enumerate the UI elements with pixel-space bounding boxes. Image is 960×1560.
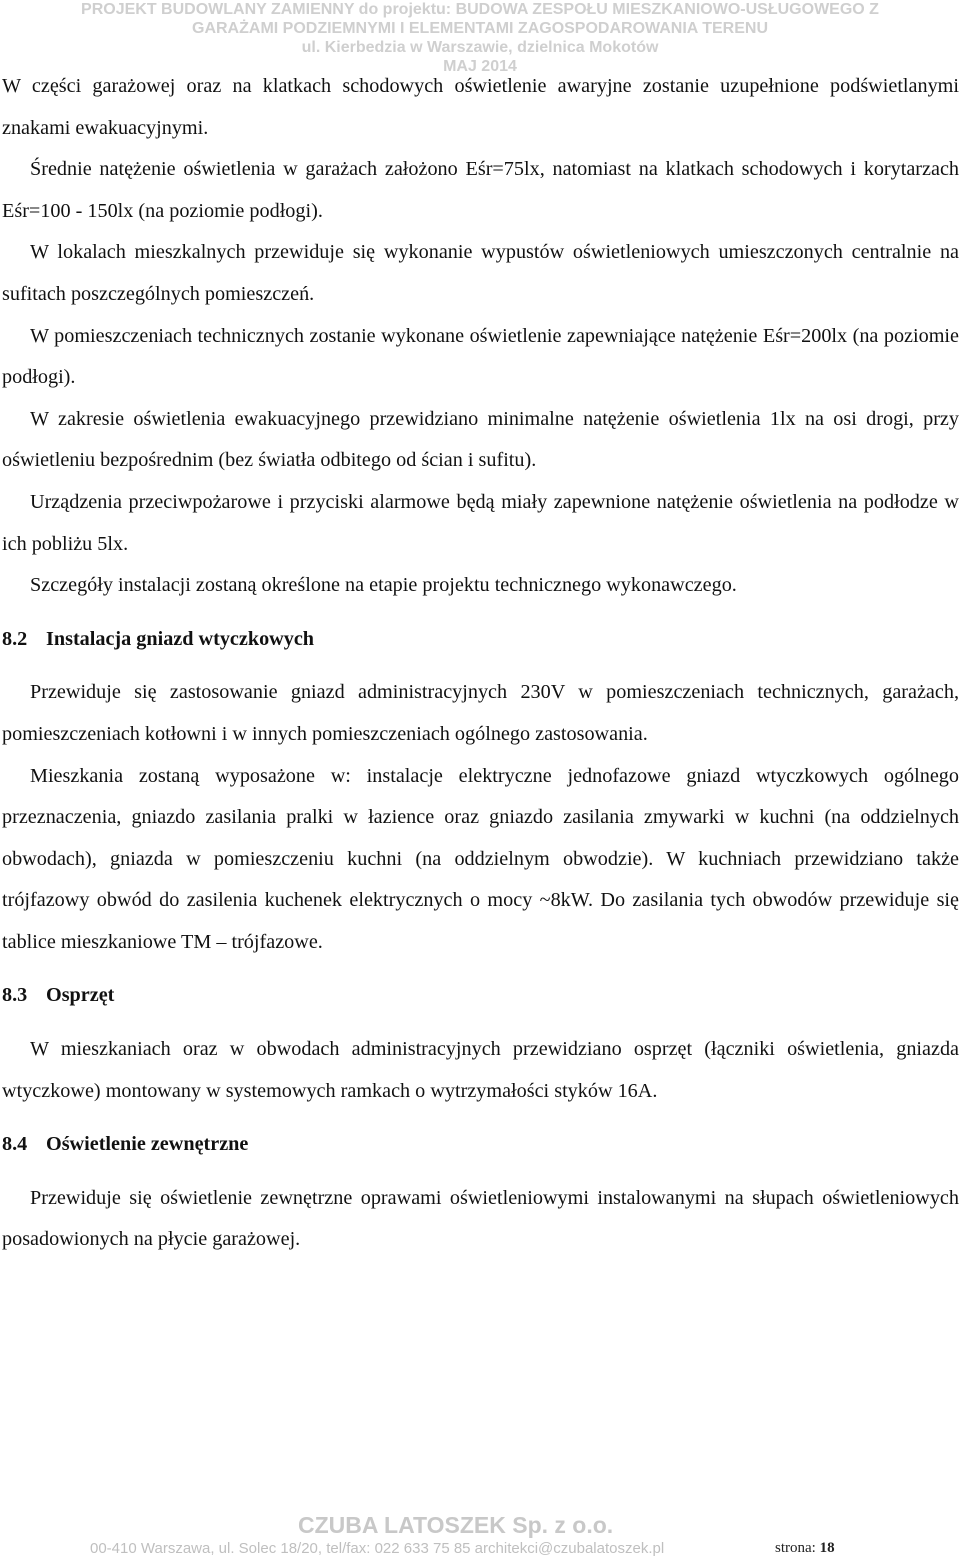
- section-heading-8-3: [0, 975, 960, 1017]
- paragraph-text: W lokalach mieszkalnych przewiduje się wykonanie wypustów oświetleniowych umieszczonych centralnie na sufitach poszczególnych pomieszczeń.: [2, 241, 959, 305]
- document-body: [0, 66, 960, 1261]
- paragraph-outdoor-lighting: [0, 1178, 960, 1261]
- header-project-subtitle: GARAŻAMI PODZIEMNYMI I ELEMENTAMI ZAGOSPODAROWANIA TERENU: [192, 20, 768, 37]
- paragraph-text: Szczegóły instalacji zostaną określone na etapie projektu technicznego wykonawczego.: [30, 574, 737, 597]
- paragraph-admin-sockets: [0, 672, 960, 755]
- paragraph-text: Urządzenia przeciwpożarowe i przyciski alarmowe będą miały zapewnione natężenie oświetlenia na podłodze w ich pobliżu 5lx.: [2, 490, 959, 555]
- spacer: [0, 607, 960, 619]
- header-location: ul. Kierbedzia w Warszawie, dzielnica Mokotów: [301, 39, 659, 56]
- spacer: [0, 1166, 960, 1178]
- paragraph-text: Mieszkania zostaną wyposażone w: instalacje elektryczne jednofazowe gniazd wtyczkowych ogólnego przeznaczenia, gniazdo zasilania pralki w łazience oraz gniazdo zasilania zmywarki w kuchni (na oddzielnych obwodach), gniazda w pomieszczeniu kuchni (na oddzielnym obwodzie). W kuchniach przewidziano także trójfazowy obwód do zasilenia kuchenek elektrycznych o mocy ~8kW. Do zasilania tych obwodów przewiduje się tablice mieszkaniowe TM – trójfazowe.: [2, 764, 959, 953]
- paragraph-text: W mieszkaniach oraz w obwodach administracyjnych przewidziano osprzęt (łączniki oświetlenia, gniazda wtyczkowe) montowany w systemowych ramkach o wytrzymałości styków 16A.: [2, 1038, 959, 1102]
- paragraph-text: Przewiduje się oświetlenie zewnętrzne oprawami oświetleniowymi instalowanymi na słupach oświetleniowych posadowionych na płycie garażowej.: [2, 1186, 959, 1251]
- paragraph-evacuation-lighting: [0, 399, 960, 482]
- footer-address: 00-410 Warszawa, ul. Solec 18/20, tel/fax: 022 633 75 85 architekci@czubalatoszek.pl: [90, 1540, 665, 1557]
- section-title: Instalacja gniazd wtyczkowych: [46, 627, 315, 650]
- header-date: MAJ 2014: [443, 58, 517, 75]
- spacer: [0, 1017, 960, 1029]
- paragraph-apartment-installation: [0, 756, 960, 964]
- paragraph-details: [0, 565, 960, 607]
- page-number-value: 18: [819, 1540, 835, 1556]
- paragraph-technical-rooms: [0, 316, 960, 399]
- section-title: Oświetlenie zewnętrzne: [46, 1133, 249, 1156]
- paragraph-residential-lighting: [0, 232, 960, 315]
- page-number: [775, 1540, 835, 1557]
- paragraph-text: W zakresie oświetlenia ewakuacyjnego przewidziano minimalne natężenie oświetlenia 1lx na osi drogi, przy oświetleniu bezpośrednim (bez światła odbitego od ścian i sufitu).: [2, 407, 959, 472]
- page-label: strona:: [775, 1540, 816, 1556]
- paragraph-fire-devices: [0, 482, 960, 565]
- footer-company-name: CZUBA LATOSZEK Sp. z o.o.: [298, 1512, 614, 1538]
- paragraph-text: Przewiduje się zastosowanie gniazd administracyjnych 230V w pomieszczeniach technicznych, garażach, pomieszczeniach kotłowni i w innych pomieszczeniach ogólnego zastosowania.: [2, 681, 959, 745]
- section-number: 8.3: [2, 984, 28, 1007]
- section-heading-8-4: [0, 1124, 960, 1166]
- paragraph-text: Średnie natężenie oświetlenia w garażach założono Eśr=75lx, natomiast na klatkach schodowych i korytarzach Eśr=100 - 150lx (na poziomie podłogi).: [2, 158, 959, 222]
- section-heading-8-2: [0, 619, 960, 661]
- spacer: [0, 1112, 960, 1124]
- paragraph-emergency-signs: W części garażowej oraz na klatkach schodowych oświetlenie awaryjne zostanie uzupełnione podświetlanymi znakami ewakuacyjnymi.: [2, 75, 959, 139]
- paragraph-average-illuminance: [0, 149, 960, 232]
- paragraph-fittings: [0, 1029, 960, 1112]
- header-project-title: PROJEKT BUDOWLANY ZAMIENNY do projektu: BUDOWA ZESPOŁU MIESZKANIOWO-USŁUGOWEGO Z: [81, 1, 879, 18]
- section-number: 8.4: [2, 1133, 28, 1156]
- section-title: Osprzęt: [46, 984, 115, 1007]
- paragraph-text: W pomieszczeniach technicznych zostanie wykonane oświetlenie zapewniające natężenie Eśr=200lx (na poziomie podłogi).: [2, 324, 959, 389]
- document-header: [0, 0, 960, 76]
- section-number: 8.2: [2, 627, 28, 650]
- spacer: [0, 660, 960, 672]
- spacer: [0, 963, 960, 975]
